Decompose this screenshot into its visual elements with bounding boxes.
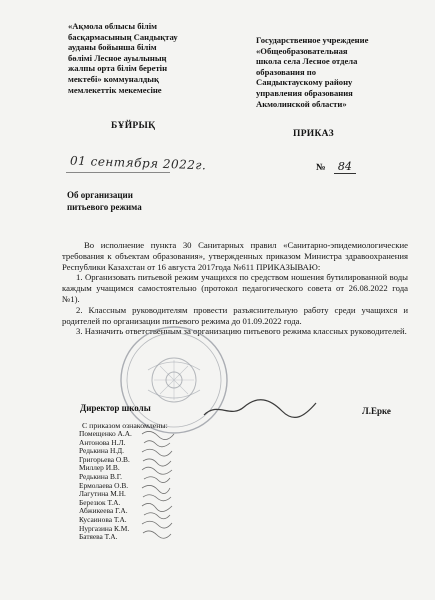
header-left-kazakh: [68, 21, 233, 95]
header-left-line: бөлімі Лесное ауылының: [68, 52, 167, 63]
header-left-line: жалпы орта білім беретін: [68, 63, 168, 74]
ack-name: Батяева Т.А.: [79, 532, 118, 542]
ack-name: Кусаинова Т.А.: [79, 514, 127, 524]
number-label: №: [316, 163, 326, 173]
ack-name: Нургазина К.М.: [79, 523, 130, 533]
header-left-line: «Ақмола облысы білім: [68, 21, 157, 31]
doc-type-russian: ПРИКАЗ: [293, 129, 334, 139]
subject-line: питьевого режима: [67, 202, 142, 212]
date-underline: [66, 172, 170, 173]
director-signature-scribble: [200, 395, 320, 423]
header-left-line: мектебі» коммуналдық: [68, 73, 159, 84]
header-right-line: образования по: [256, 66, 317, 77]
ack-signatures-scribble: [140, 428, 180, 544]
ack-name: Помещенко А.А.: [79, 429, 132, 438]
acknowledgement-title: С приказом ознакомлены:: [82, 421, 168, 430]
header-right-line: Государственное учреждение: [256, 35, 369, 45]
header-left-line: ауданы бойынша білім: [68, 42, 157, 53]
header-right-line: Сандыктаускому району: [256, 77, 353, 88]
handwritten-date: 01 сентября 2022г.: [69, 153, 207, 173]
body-item: 3. Назначить ответственным за организацию питьевого режима классных руководителей.: [76, 326, 407, 337]
doc-type-kazakh: БҰЙРЫҚ: [111, 121, 156, 131]
header-right-line: школа села Лесное отдела: [256, 56, 358, 67]
subject-line: Об организации: [67, 190, 133, 200]
header-left-line: мемлекеттік мекемесіне: [68, 84, 162, 95]
ack-name: Лагутина М.Н.: [79, 489, 126, 499]
header-left-line: басқармасының Сандықтау: [68, 31, 178, 42]
order-subject: [67, 189, 142, 213]
body-intro: Во исполнение пункта 30 Санитарных правил «Санитарно-эпидемиологические требования к объектам образования», утвержденных приказом Министра здравоохранения Республики Казахстан от 16 августа 2017года №611 ПРИКАЗЫВАЮ:: [62, 240, 408, 272]
ack-name: Редькина В.Г.: [79, 471, 123, 481]
ack-name: Григорьева О.В.: [79, 454, 130, 464]
ack-name: Березюк Т.А.: [79, 497, 121, 507]
ack-name: Редькина Н.Д.: [79, 446, 125, 456]
header-right-line: Акмолинской области»: [256, 98, 347, 109]
header-right-line: «Общеобразовательная: [256, 45, 348, 56]
ack-name: Антонова Н.Л.: [79, 437, 126, 447]
director-position: Директор школы: [80, 403, 151, 413]
ack-name: Абжикеева Г.А.: [79, 506, 128, 516]
header-right-russian: [256, 35, 406, 109]
body-item: 2. Классным руководителям провести разъяснительную работу среди учащихся и родителей по организации питьевого режима до 01.09.2022 года.: [62, 304, 408, 326]
ack-name: Миллер И.В.: [79, 463, 120, 473]
order-body: [62, 240, 408, 337]
order-number: [316, 160, 356, 173]
director-name: Л.Ерке: [362, 406, 391, 416]
header-right-line: управления образования: [256, 87, 353, 98]
acknowledgement-list: [79, 430, 132, 542]
body-item: 1. Организовать питьевой режим учащихся по средством ношения бутилированной воды каждым учащимся самостоятельно (протокол педагогического совета от 26.08.2022 года №1).: [62, 272, 408, 304]
ack-name: Ермолаева О.В.: [79, 480, 129, 490]
number-value: 84: [334, 160, 356, 174]
